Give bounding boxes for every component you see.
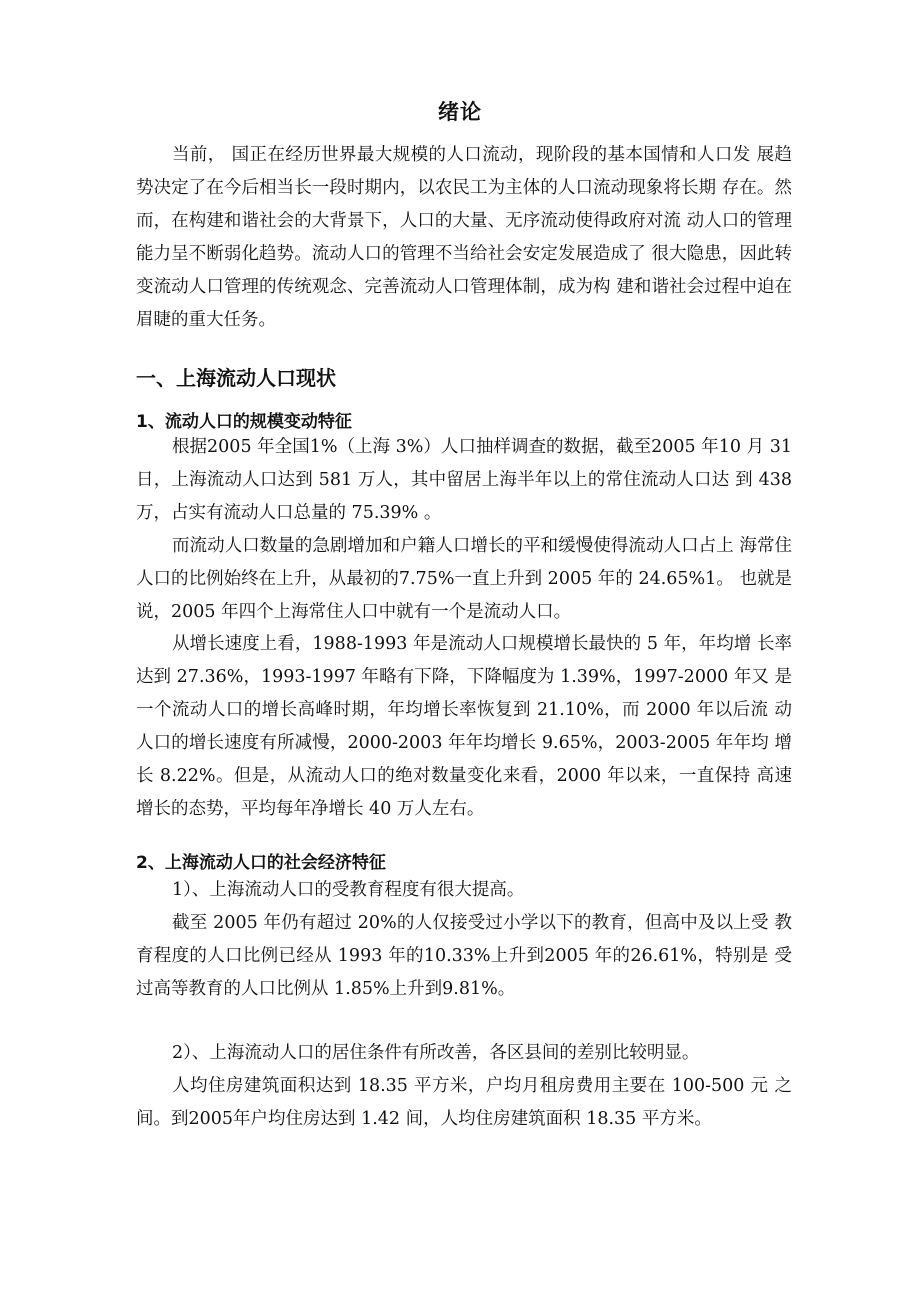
subsection-heading-socioeconomic: 2、上海流动人口的社会经济特征 xyxy=(136,853,386,873)
item-education-heading: 1）、上海流动人口的受教育程度有很大提高。 xyxy=(172,880,525,900)
subsection-heading-scale: 1、流动人口的规模变动特征 xyxy=(136,412,352,432)
paragraph-housing: 人均住房建筑面积达到 18.35 平方米，户均月租房费用主要在 100-500 元 之间。到2005年户均住房达到 1.42 间，人均住房建筑面积 18.35 平方米。 xyxy=(136,1076,792,1129)
item-housing-heading: 2）、上海流动人口的居住条件有所改善，各区县间的差别比较明显。 xyxy=(172,1043,700,1063)
page-title: 绪论 xyxy=(438,100,482,124)
paragraph-scale-2: 而流动人口数量的急剧增加和户籍人口增长的平和缓慢使得流动人口占上 海常住人口的比例始终在上升，从最初的7.75%一直上升到 2005 年的 24.65%1。 也就是说，2005 年四个上海常住人口中就有一个是流动人口。 xyxy=(136,536,792,622)
intro-paragraph: 当前， 国正在经历世界最大规模的人口流动，现阶段的基本国情和人口发 展趋势决定了在今后相当长一段时期内，以农民工为主体的人口流动现象将长期 存在。然而，在构建和谐社会的大背景下，人口的大量、无序流动使得政府对流 动人口的管理能力呈不断弱化趋势。流动人口的管理不当给社会安定发展造成了 很大隐患，因此转变流动人口管理的传统观念、完善流动人口管理体制，成为构 建和谐社会过程中迫在眉睫的重大任务。 xyxy=(136,145,792,330)
paragraph-scale-1: 根据2005 年全国1%（上海 3%）人口抽样调查的数据，截至2005 年10 月 31 日，上海流动人口达到 581 万人，其中留居上海半年以上的常住流动人口达 到 438 万，占实有流动人口总量的 75.39% 。 xyxy=(136,437,792,523)
section-heading: 一、上海流动人口现状 xyxy=(136,366,336,390)
paragraph-education: 截至 2005 年仍有超过 20%的人仅接受过小学以下的教育，但高中及以上受 教育程度的人口比例已经从 1993 年的10.33%上升到2005 年的26.61%，特别是 受过高等教育的人口比例从 1.85%上升到9.81%。 xyxy=(136,913,792,999)
paragraph-scale-3: 从增长速度上看，1988-1993 年是流动人口规模增长最快的 5 年，年均增 长率达到 27.36%，1993-1997 年略有下降，下降幅度为 1.39%，1997-2000 年又 是一个流动人口的增长高峰时期，年均增长率恢复到 21.10%，而 2000 年以后流 动人口的增长速度有所减慢，2000-2003 年年均增长 9.65%，2003-2005 年年均 增长 8.22%。但是，从流动人口的绝对数量变化来看，2000 年以来，一直保持 高速增长的态势，平均每年净增长 40 万人左右。 xyxy=(136,634,792,819)
